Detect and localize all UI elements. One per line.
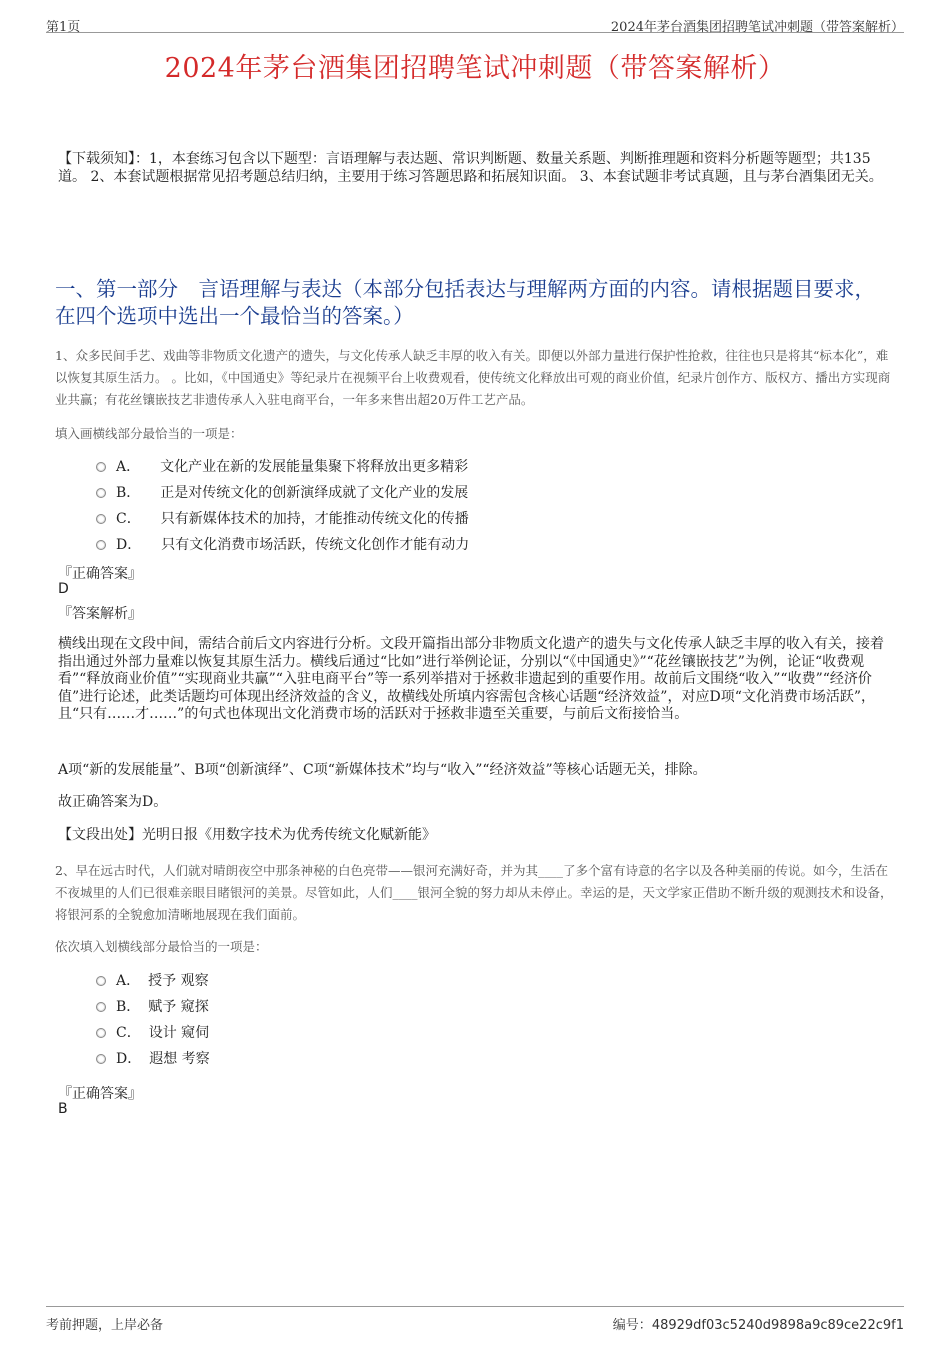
option-c[interactable] [96,1022,210,1048]
option-c[interactable] [96,508,469,534]
footer-code [613,1314,904,1333]
option-text: 正是对传统文化的创新演绎成就了文化产业的发展 [160,485,469,501]
radio-icon[interactable] [96,1002,106,1012]
option-text: 赋予 窥探 [148,999,209,1015]
option-text: 只有新媒体技术的加持，才能推动传统文化的传播 [160,511,469,527]
code-value: 48929df03c5240d9898a9c89ce22c9f1 [651,1318,904,1333]
option-text: 授予 观察 [148,973,209,989]
option-b[interactable] [96,996,210,1022]
option-label: D． [116,1051,142,1067]
radio-icon[interactable] [96,514,106,524]
radio-icon[interactable] [96,1028,106,1038]
footer-slogan: 考前押题，上岸必备 [46,1318,164,1333]
question-1-options [96,456,469,560]
radio-icon[interactable] [96,488,106,498]
code-label: 编号： [612,1318,652,1333]
option-a[interactable] [96,456,469,482]
radio-icon[interactable] [96,1054,106,1064]
option-label: D． [116,537,142,553]
analysis-paragraph-3: 故正确答案为D。 [58,794,168,810]
answer-tag: 『正确答案』 [58,566,142,582]
answer-value: B [58,1101,68,1117]
question-2-options [96,970,210,1074]
radio-icon[interactable] [96,976,106,986]
page-header [46,14,904,33]
option-label: C． [116,511,141,527]
radio-icon[interactable] [96,540,106,550]
section-title: 一、第一部分 言语理解与表达（本部分包括表达与理解两方面的内容。请根据题目要求，在四个选项中选出一个最恰当的答案。） [55,277,875,328]
option-label: C． [116,1025,141,1041]
answer-value: D [58,581,69,597]
option-text: 遐想 考察 [149,1051,210,1067]
option-label: B． [116,999,141,1015]
analysis-paragraph-2: A项“新的发展能量”、B项“创新演绎”、C项“新媒体技术”均与“收入”“经济效益”等核心话题无关，排除。 [58,762,707,778]
main-title: 2024年茅台酒集团招聘笔试冲刺题（带答案解析） [164,53,786,84]
option-a[interactable] [96,970,210,996]
option-label: A． [116,459,141,475]
option-b[interactable] [96,482,469,508]
option-label: B． [116,485,141,501]
source-note: 【文段出处】光明日报《用数字技术为优秀传统文化赋新能》 [58,827,436,843]
question-2-text: 2、早在远古时代，人们就对晴朗夜空中那条神秘的白色亮带——银河充满好奇，并为其____了多个富有诗意的名字以及各种美丽的传说。如今，生活在不夜城里的人们已很难亲眼目睹银河的美景。尽管如此，人们____银河全貌的努力却从未停止。幸运的是，天文学家正借助不断升级的观测技术和设备，将银河系的全貌愈加清晰地展现在我们面前。 [55,863,893,922]
option-text: 只有文化消费市场活跃，传统文化创作才能有动力 [161,537,470,553]
page-footer [46,1306,904,1331]
question-2-prompt: 依次填入划横线部分最恰当的一项是： [55,939,268,954]
option-text: 设计 窥伺 [148,1025,210,1041]
option-text: 文化产业在新的发展能量集聚下将释放出更多精彩 [160,459,469,475]
question-1-text: 1、众多民间手艺、戏曲等非物质文化遗产的遗失，与文化传承人缺乏丰厚的收入有关。即便以外部力量进行保护性抢救，往往也只是将其“标本化”，难以恢复其原生活力。 。比如，《中国通史》等纪录片在视频平台上收费观看，使传统文化释放出可观的商业价值，纪录片创作方、版权方、播出方实现商业共赢；有花丝镶嵌技艺非遗传承人入驻电商平台，一年多来售出超20万件工艺产品。 [55,348,891,407]
option-label: A． [116,973,141,989]
analysis-tag: 『答案解析』 [58,606,142,622]
download-notice: 【下载须知】：1，本套练习包含以下题型：言语理解与表达题、常识判断题、数量关系题、判断推理题和资料分析题等题型；共135道。 2、本套试题根据常见招考题总结归纳，主要用于练习答题思路和拓展知识面。 3、本套试题非考试真题，且与茅台酒集团无关。 [58,151,883,185]
option-d[interactable] [96,1048,210,1074]
header-doc-title: 2024年茅台酒集团招聘笔试冲刺题（带答案解析） [610,20,904,35]
answer-tag: 『正确答案』 [58,1086,142,1102]
radio-icon[interactable] [96,462,106,472]
page-number: 第1页 [46,20,81,35]
analysis-paragraph-1: 横线出现在文段中间，需结合前后文内容进行分析。文段开篇指出部分非物质文化遗产的遗失与文化传承人缺乏丰厚的收入有关，接着指出通过外部力量难以恢复其原生活力。横线后通过“比如”进行举例论证，分别以“《中国通史》”“花丝镶嵌技艺”为例，论证“收费观看”“释放商业价值”“实现商业共赢”“入驻电商平台”等一系列举措对于拯救非遗起到的重要作用。故前后文围绕“收入”“收费”“经济价值”进行论述，此类话题均可体现出经济效益的含义，故横线处所填内容需包含核心话题“经济效益”，对应D项“文化消费市场活跃”，且“只有……才……”的句式也体现出文化消费市场的活跃对于拯救非遗至关重要，与前后文衔接恰当。 [58,636,884,722]
question-1-prompt: 填入画横线部分最恰当的一项是： [55,426,243,441]
option-d[interactable] [96,534,469,560]
